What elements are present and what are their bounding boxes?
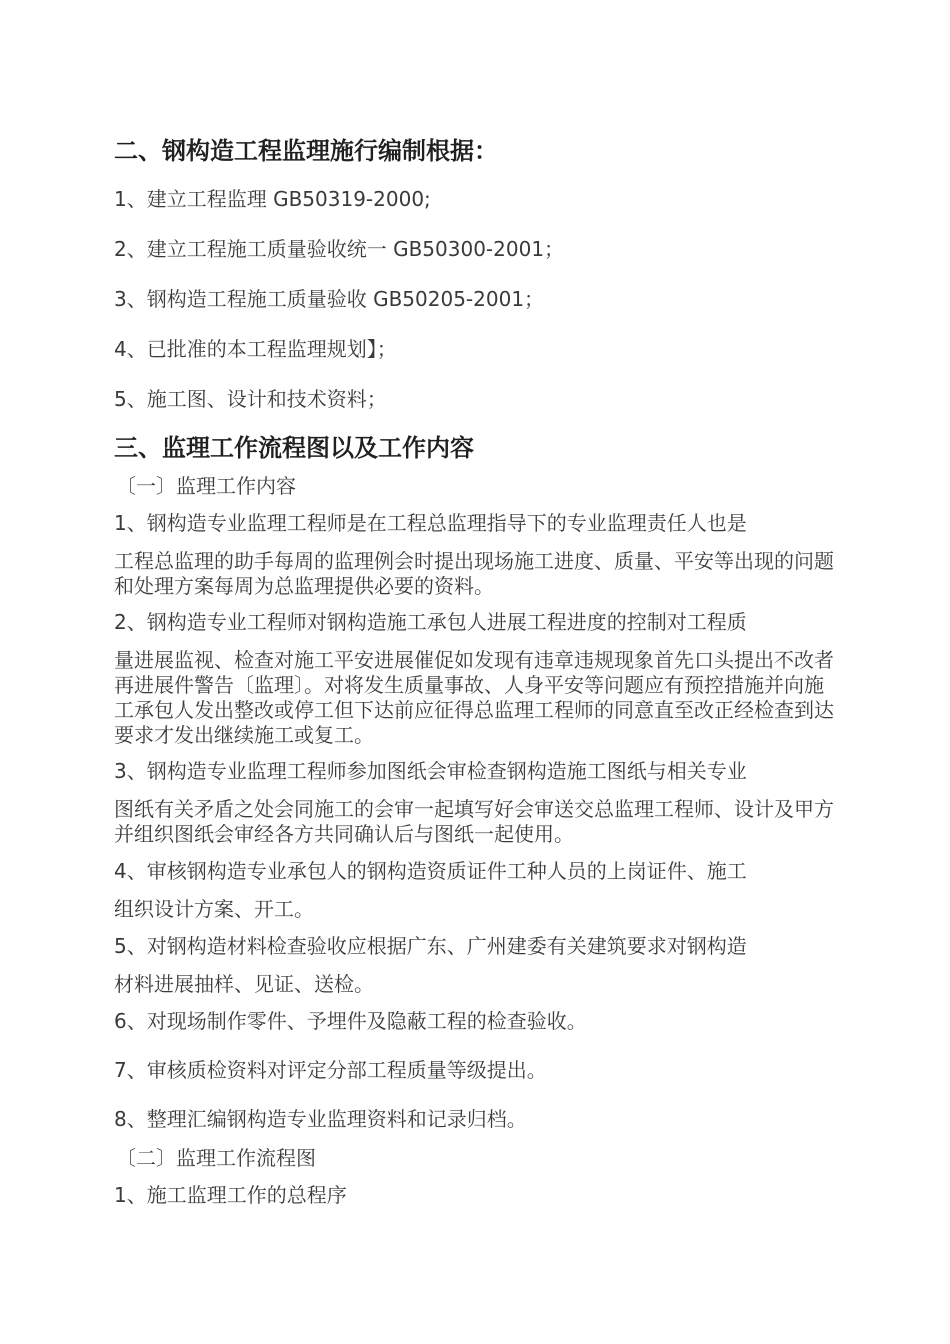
paragraph-1-first-line: 1、钢构造专业监理工程师是在工程总监理指导下的专业监理责任人也是 <box>114 511 747 535</box>
paragraph-2 <box>114 610 834 748</box>
basis-item-5: 5、施工图、设计和技术资料； <box>114 387 387 411</box>
paragraph-5 <box>114 934 834 997</box>
basis-item-2: 2、建立工程施工质量验收统一 GB50300-2001； <box>114 237 565 261</box>
paragraph-6: 6、对现场制作零件、予埋件及隐蔽工程的检查验收。 <box>114 1009 587 1033</box>
paragraph-3-body: 图纸有关矛盾之处会同施工的会审一起填写好会审送交总监理工程师、设计及甲方并组织图纸会审经各方共同确认后与图纸一起使用。 <box>114 797 834 846</box>
basis-item-4: 4、已批准的本工程监理规划】； <box>114 337 397 361</box>
paragraph-5-first-line: 5、对钢构造材料检查验收应根据广东、广州建委有关建筑要求对钢构造 <box>114 934 747 958</box>
paragraph-8: 8、整理汇编钢构造专业监理资料和记录归档。 <box>114 1107 527 1131</box>
paragraph-5-body: 材料进展抽样、见证、送检。 <box>114 972 374 996</box>
paragraph-2-body: 量进展监视、检查对施工平安进展催促如发现有违章违规现象首先口头提出不改者再进展件警告〔监理〕。对将发生质量事故、人身平安等问题应有预控措施并向施工承包人发出整改或停工但下达前应征得总监理工程师的同意直至改正经检查到达要求才发出继续施工或复工。 <box>114 648 834 747</box>
section-3-heading: 三、监理工作流程图以及工作内容 <box>114 434 474 462</box>
paragraph-9: 1、施工监理工作的总程序 <box>114 1183 347 1207</box>
paragraph-3-first-line: 3、钢构造专业监理工程师参加图纸会审检查钢构造施工图纸与相关专业 <box>114 759 747 783</box>
paragraph-4-first-line: 4、审核钢构造专业承包人的钢构造资质证件工种人员的上岗证件、施工 <box>114 859 747 883</box>
paragraph-4-body: 组织设计方案、开工。 <box>114 897 314 921</box>
basis-item-3: 3、钢构造工程施工质量验收 GB50205-2001； <box>114 287 545 311</box>
section-2-heading: 二、钢构造工程监理施行编制根据： <box>114 137 498 165</box>
subsection-1-title: 〔一〕监理工作内容 <box>116 474 296 498</box>
paragraph-3 <box>114 759 834 847</box>
paragraph-1-body: 工程总监理的助手每周的监理例会时提出现场施工进度、质量、平安等出现的问题和处理方案每周为总监理提供必要的资料。 <box>114 549 834 598</box>
basis-item-1: 1、建立工程监理 GB50319-2000; <box>114 187 431 211</box>
paragraph-2-first-line: 2、钢构造专业工程师对钢构造施工承包人进展工程进度的控制对工程质 <box>114 610 747 634</box>
paragraph-7: 7、审核质检资料对评定分部工程质量等级提出。 <box>114 1058 547 1082</box>
paragraph-1 <box>114 511 834 599</box>
paragraph-4 <box>114 859 834 922</box>
subsection-2-title: 〔二〕监理工作流程图 <box>116 1146 316 1170</box>
